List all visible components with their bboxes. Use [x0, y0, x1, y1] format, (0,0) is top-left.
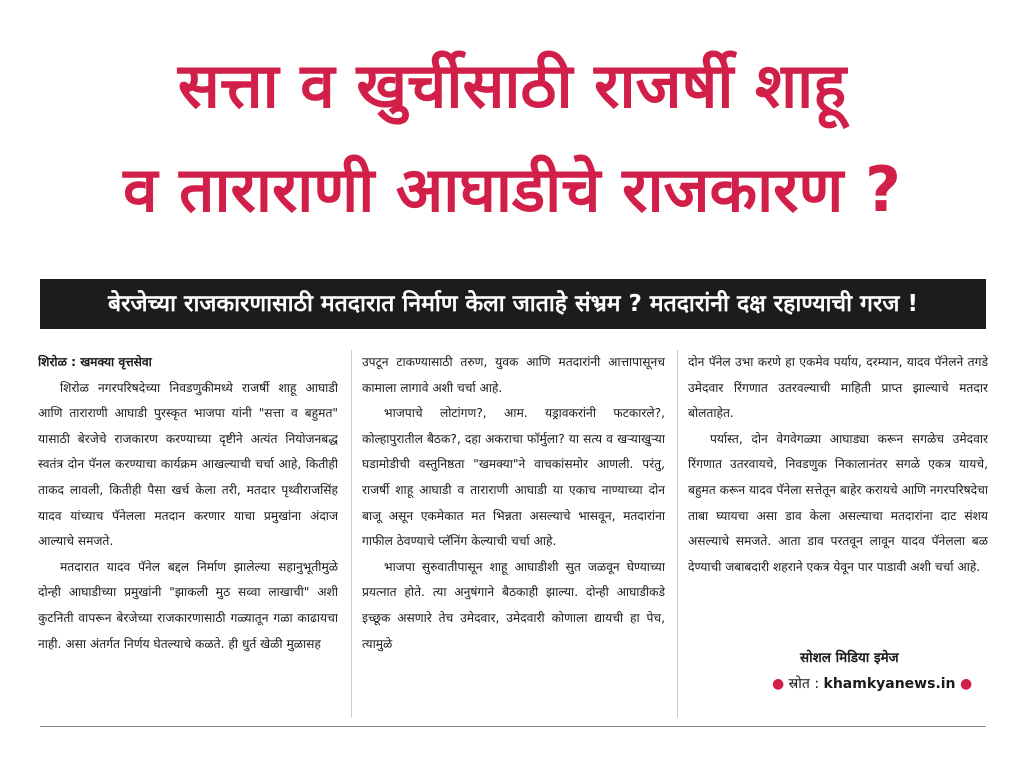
- article-paragraph: शिरोळ नगरपरिषदेच्या निवडणुकीमध्ये राजर्षी शाहू आघाडी आणि ताराराणी आघाडी पुरस्कृत भाजपा यांनी "सत्ता व बहुमत" यासाठी बेरजेचे राजकारण करण्याच्या दृष्टीने अत्यंत नियोजनबद्ध स्वतंत्र दोन पॅनल करण्याचा कार्यक्रम आखल्याची चर्चा आहे, कितीही ताकद लावली, कितीही पैसा खर्च केला तरी, मतदार पृथ्वीराजसिंह यादव यांच्याच पॅनेलला मतदान करणार याचा प्रमुखांना अंदाज आल्याचे समजते.: [38, 380, 338, 549]
- article-column-2: [362, 350, 665, 720]
- image-credit: सोशल मिडिया इमेज: [800, 650, 899, 666]
- article-paragraph: भाजपा सुरुवातीपासून शाहू आघाडीशी सुत जळवून घेण्याच्या प्रयत्नात होते. त्या अनुषंगाने बैठकाही झाल्या. दोन्ही आघाडीकडे इच्छूक असणारे तेच उमेदवार, उमेदवारी कोणाला द्यायची हा पेच, त्यामुळे: [362, 559, 665, 651]
- source-label: स्रोत :: [788, 676, 820, 692]
- source-line: [772, 674, 986, 693]
- article-paragraph: मतदारात यादव पॅनेल बद्दल निर्माण झालेल्या सहानुभूतीमुळे दोन्ही आघाडीच्या प्रमुखांनी "झाकली मुठ सव्वा लाखाची" अशी कुटनिती वापरून बेरजेच्या राजकारणासाठी गळ्यातून गळा काढायचा नाही. असा अंतर्गत निर्णय घेतल्याचे कळते. ही धुर्त खेळी मुळासह: [38, 559, 338, 651]
- subheadline-text: बेरजेच्या राजकारणासाठी मतदारात निर्माण केला जाताहे संभ्रम ? मतदारांनी दक्ष रहाण्याची गरज !: [108, 291, 918, 317]
- source-site-link[interactable]: khamkyanews.in: [823, 676, 956, 692]
- bullet-dot-icon: ●: [772, 676, 785, 692]
- headline-line-1: सत्ता व खुर्चीसाठी राजर्षी शाहू: [177, 49, 847, 122]
- column-divider: [351, 350, 352, 718]
- bottom-rule: [40, 726, 986, 727]
- article-column-1: [38, 350, 338, 720]
- column-divider: [677, 350, 678, 718]
- bullet-dot-icon: ●: [959, 676, 973, 692]
- article-paragraph: भाजपाचे लोटांगण?, आम. यड्रावकरांनी फटकारले?, कोल्हापुरातील बैठक?, दहा अकराचा फॉर्मुला? या सत्य व खऱ्याखुऱ्या घडामोडीची वस्तुनिष्ठता "खमक्या"ने वाचकांसमोर आणली. परंतु, राजर्षी शाहू आघाडी व ताराराणी आघाडी या एकाच नाण्याच्या दोन बाजू असून एकमेकात मत भिन्नता असल्याचे भासवून, मतदारांना गाफील ठेवण्याचे प्लॅनिंग केल्याची चर्चा आहे.: [362, 406, 665, 549]
- article-dateline: शिरोळ : खमक्या वृत्तसेवा: [38, 355, 152, 369]
- subheadline-bar: [40, 279, 986, 329]
- article-paragraph: उपटून टाकण्यासाठी तरुण, युवक आणि मतदारांनी आत्तापासूनच कामाला लागावे अशी चर्चा आहे.: [362, 355, 665, 395]
- article-paragraph: पर्यास्त, दोन वेगवेगळ्या आघाड्या करून सगळेच उमेदवार रिंगणात उतरवायचे, निवडणुक निकालानंतर सगळे एकत्र यायचे, बहुमत करून यादव पॅनेला सत्तेतून बाहेर करायचे आणि नगरपरिषदेचा ताबा घ्यायचा असा डाव केला असल्याचा मतदारांना दाट संशय असल्याचे समजते. आता डाव परतवून लावून यादव पॅनेलला बळ देण्याची जबाबदारी शहराने एकत्र येवून पार पाडावी अशी चर्चा आहे.: [688, 431, 988, 574]
- article-paragraph: दोन पॅनेल उभा करणे हा एकमेव पर्याय, दरम्यान, यादव पॅनेलने तगडे उमेदवार रिंगणात उतरवल्याची माहिती प्राप्त झाल्याचे मतदार बोलताहेत.: [688, 355, 988, 421]
- headline-line-2: व ताराराणी आघाडीचे राजकारण ?: [123, 153, 901, 226]
